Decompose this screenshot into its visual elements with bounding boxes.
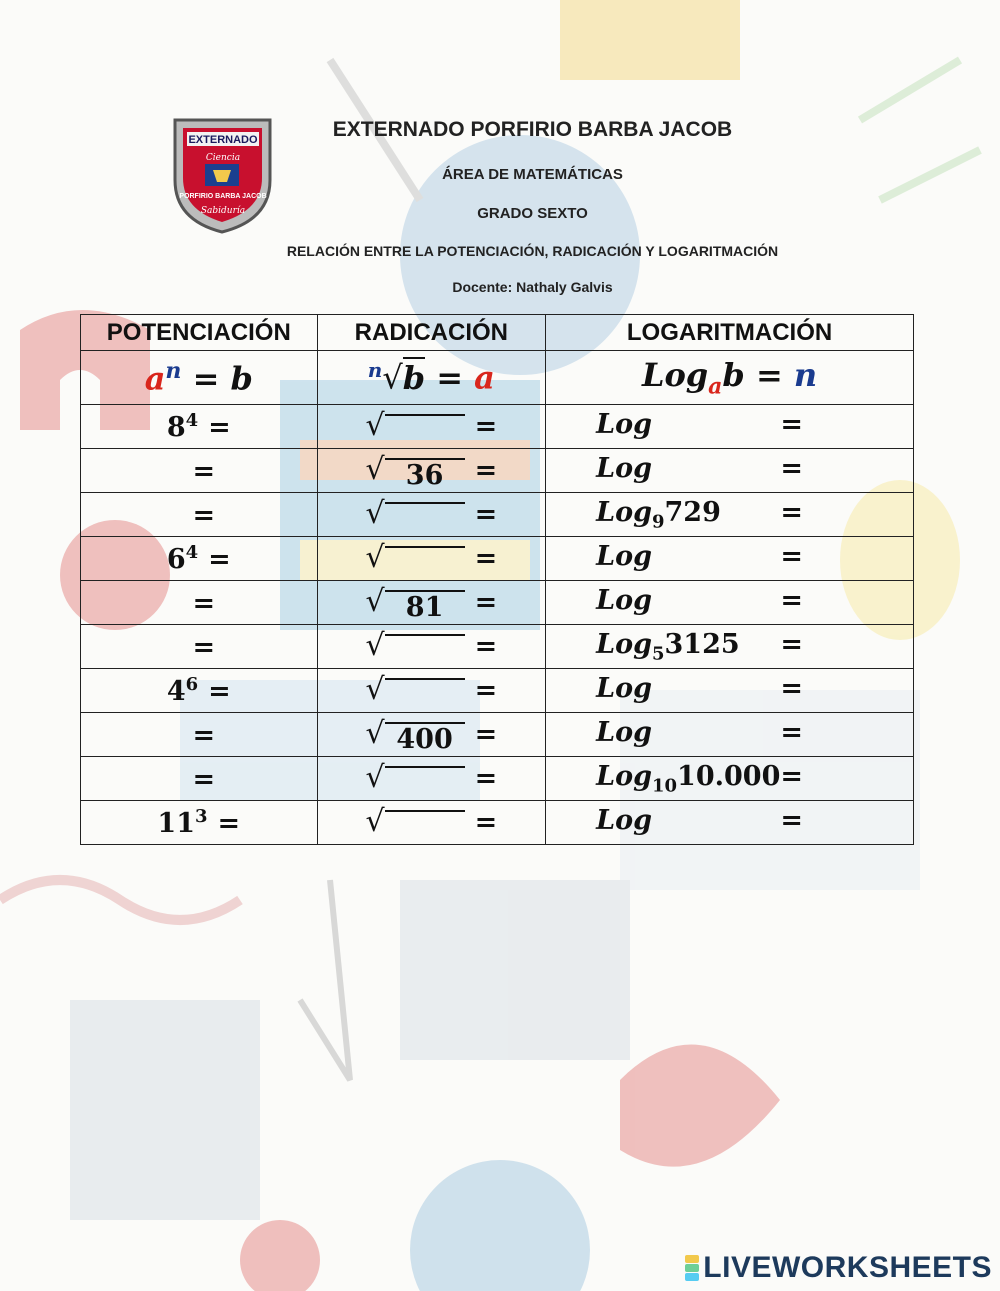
radical xyxy=(365,804,464,842)
log-cell[interactable] xyxy=(546,537,914,581)
pot-equals: = xyxy=(217,808,241,839)
pot-cell[interactable] xyxy=(81,757,318,801)
formula-potenciacion xyxy=(81,351,318,405)
rad-equals: = xyxy=(474,718,498,750)
exercise-row xyxy=(81,625,914,669)
exercise-table xyxy=(80,314,914,845)
rad-equals: = xyxy=(474,674,498,706)
exercise-row xyxy=(81,449,914,493)
radicand[interactable] xyxy=(385,810,465,842)
rad-cell[interactable] xyxy=(317,801,546,845)
pot-base: 6 xyxy=(166,544,186,575)
pot-equals: = xyxy=(192,764,216,795)
radicand[interactable] xyxy=(385,414,465,446)
root-sign: √ xyxy=(365,495,385,531)
logo-name-text: PORFIRIO BARBA JACOB xyxy=(179,193,267,200)
log-cell[interactable] xyxy=(546,449,914,493)
log-equals: = xyxy=(780,760,803,792)
root-sign: √ xyxy=(365,671,385,707)
rad-cell[interactable] xyxy=(317,713,546,757)
rad-cell[interactable] xyxy=(317,625,546,669)
formula-radicacion xyxy=(317,351,546,405)
log-equals: = xyxy=(780,628,803,660)
radical xyxy=(365,584,464,622)
log-equals: = xyxy=(780,804,803,836)
log-equals: = xyxy=(780,716,803,748)
pot-base: 11 xyxy=(157,808,195,839)
root-sign: √ xyxy=(365,803,385,839)
log-cell[interactable] xyxy=(546,405,914,449)
topic-title: RELACIÓN ENTRE LA POTENCIACIÓN, RADICACIÓN Y LOGARITMACIÓN xyxy=(286,243,779,259)
log-word: Log xyxy=(596,760,652,792)
pot-cell[interactable] xyxy=(81,581,318,625)
pot-cell[interactable] xyxy=(81,713,318,757)
log-arg: 10.000 xyxy=(677,760,781,792)
log-cell[interactable] xyxy=(546,581,914,625)
root-sign: √ xyxy=(365,583,385,619)
root-sign: √ xyxy=(365,715,385,751)
pot-equals: = xyxy=(192,588,216,619)
log-base: 10 xyxy=(651,775,678,797)
formula-pot-base: a xyxy=(144,359,166,398)
formula-root-sign: √ xyxy=(382,358,403,397)
rad-equals: = xyxy=(474,454,498,486)
pot-equals: = xyxy=(192,456,216,487)
log-base: 5 xyxy=(651,643,665,665)
log-word: Log xyxy=(596,408,652,440)
pot-exp: 4 xyxy=(185,542,199,563)
rad-cell[interactable] xyxy=(317,537,546,581)
log-cell[interactable] xyxy=(546,801,914,845)
logo-mid-text: Ciencia xyxy=(205,153,241,163)
radical xyxy=(365,628,464,666)
radical xyxy=(365,672,464,710)
root-sign: √ xyxy=(365,627,385,663)
planet-shape xyxy=(410,1160,590,1291)
compass-shape xyxy=(300,880,350,1080)
pot-base: 8 xyxy=(166,412,186,443)
radical xyxy=(365,540,464,578)
liveworksheets-logo-icon xyxy=(685,1255,699,1281)
root-sign: √ xyxy=(365,759,385,795)
exercise-rows xyxy=(81,405,914,845)
school-crest-logo xyxy=(165,110,280,235)
liveworksheets-brand: LIVEWORKSHEETS xyxy=(703,1251,992,1284)
rad-cell[interactable] xyxy=(317,449,546,493)
pot-cell[interactable] xyxy=(81,669,318,713)
pot-equals: = xyxy=(208,676,231,707)
radical xyxy=(365,496,464,534)
log-cell[interactable] xyxy=(546,493,914,537)
rad-cell[interactable] xyxy=(317,405,546,449)
exercise-row xyxy=(81,537,914,581)
log-word: Log xyxy=(596,452,652,484)
rad-cell[interactable] xyxy=(317,757,546,801)
pot-equals: = xyxy=(208,544,231,575)
pot-cell[interactable] xyxy=(81,449,318,493)
exercise-row xyxy=(81,493,914,537)
log-word: Log xyxy=(596,804,652,836)
log-equals: = xyxy=(780,540,803,572)
log-cell[interactable] xyxy=(546,757,914,801)
log-arg: 3125 xyxy=(664,628,740,660)
log-equals: = xyxy=(780,452,803,484)
rad-equals: = xyxy=(474,542,498,574)
magnet2-shape xyxy=(620,1044,780,1166)
radical xyxy=(365,452,464,490)
pot-equals: = xyxy=(208,412,231,443)
log-base: 9 xyxy=(651,511,665,533)
log-word: Log xyxy=(596,628,652,660)
formula-rad-result: a xyxy=(474,358,495,397)
pot-cell[interactable] xyxy=(81,405,318,449)
radicand[interactable] xyxy=(385,678,465,710)
rad-equals: = xyxy=(474,762,498,794)
pot-equals: = xyxy=(192,720,216,751)
exercise-row xyxy=(81,757,914,801)
pot-exp: 4 xyxy=(185,410,199,431)
radicand[interactable] xyxy=(385,502,465,534)
rad-equals: = xyxy=(474,410,498,442)
area-title: ÁREA DE MATEMÁTICAS xyxy=(442,166,623,183)
pot-equals: = xyxy=(192,632,216,663)
formula-logaritmacion xyxy=(546,351,914,405)
log-word: Log xyxy=(596,716,652,748)
exercise-row xyxy=(81,669,914,713)
rad-equals: = xyxy=(474,806,498,838)
log-equals: = xyxy=(780,672,803,704)
log-equals: = xyxy=(780,408,803,440)
pot-exp: 3 xyxy=(195,806,208,827)
log-word: Log xyxy=(596,672,652,704)
radical xyxy=(365,760,464,798)
exercise-row xyxy=(81,713,914,757)
formula-log-arg: b = xyxy=(722,355,794,394)
rad-cell[interactable] xyxy=(317,493,546,537)
folder-shape xyxy=(560,0,740,80)
log-cell[interactable] xyxy=(546,713,914,757)
radical xyxy=(365,408,464,446)
log-equals: = xyxy=(780,584,803,616)
grade-title: GRADO SEXTO xyxy=(477,205,588,222)
rad-cell[interactable] xyxy=(317,669,546,713)
log-word: Log xyxy=(596,540,652,572)
header-potenciacion: POTENCIACIÓN xyxy=(81,315,318,351)
root-sign: √ xyxy=(365,407,385,443)
radical xyxy=(365,716,464,754)
formula-row xyxy=(81,351,914,405)
logo-bottom-text: Sabiduría xyxy=(200,206,246,216)
radicand[interactable] xyxy=(385,766,465,798)
rad-equals: = xyxy=(474,586,498,618)
rad-equals: = xyxy=(474,498,498,530)
school-title: EXTERNADO PORFIRIO BARBA JACOB xyxy=(332,118,733,141)
formula-pot-rest: = b xyxy=(181,359,253,398)
logo-top-text: EXTERNADO xyxy=(188,134,258,146)
log-cell[interactable] xyxy=(546,669,914,713)
log-word: Log xyxy=(596,496,652,528)
formula-pot-exp: n xyxy=(165,357,182,384)
pot-cell[interactable] xyxy=(81,801,318,845)
rad-cell[interactable] xyxy=(317,581,546,625)
log-arg: 729 xyxy=(664,496,721,528)
log-equals: = xyxy=(780,496,803,528)
root-sign: √ xyxy=(365,539,385,575)
pot-cell[interactable] xyxy=(81,537,318,581)
formula-rad-index: n xyxy=(367,358,383,383)
liveworksheets-watermark xyxy=(685,1251,992,1285)
radicand[interactable]: 81 xyxy=(385,590,465,622)
log-cell[interactable] xyxy=(546,625,914,669)
exercise-row xyxy=(81,581,914,625)
rad-equals: = xyxy=(474,630,498,662)
root-sign: √ xyxy=(365,451,385,487)
radicand[interactable] xyxy=(385,546,465,578)
calculator2-shape xyxy=(70,1000,260,1220)
pot-exp: 6 xyxy=(185,674,199,695)
table-header-row xyxy=(81,315,914,351)
exercise-row xyxy=(81,405,914,449)
radicand[interactable]: 400 xyxy=(385,722,465,754)
formula-log-word: Log xyxy=(641,355,709,394)
pot-base: 4 xyxy=(166,676,186,707)
radicand[interactable] xyxy=(385,634,465,666)
pot-equals: = xyxy=(192,500,216,531)
formula-log-result: n xyxy=(793,355,818,394)
pot-cell[interactable] xyxy=(81,625,318,669)
teacher-name: Docente: Nathaly Galvis xyxy=(452,279,613,295)
log-word: Log xyxy=(596,584,652,616)
header-radicacion: RADICACIÓN xyxy=(317,315,546,351)
formula-rad-radicand: b xyxy=(402,358,426,397)
pot-cell[interactable] xyxy=(81,493,318,537)
exercise-row xyxy=(81,801,914,845)
formula-rad-eq: = xyxy=(425,358,475,397)
dna-shape xyxy=(0,880,240,920)
calculator-shape xyxy=(400,880,630,1060)
radicand[interactable]: 36 xyxy=(385,458,465,490)
formula-log-base: a xyxy=(708,373,723,400)
header-logaritmacion: LOGARITMACIÓN xyxy=(546,315,914,351)
